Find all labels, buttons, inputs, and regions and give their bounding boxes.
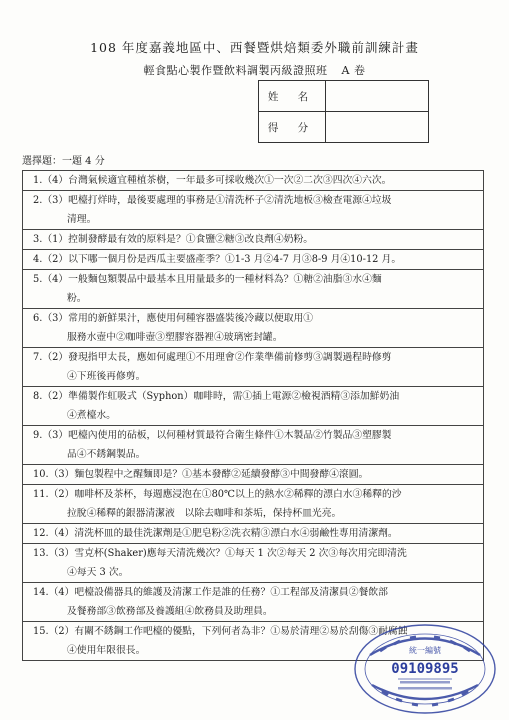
question-row	[23, 426, 484, 465]
question-text: 10.（3）麵包製程中之醒麵即是？①基本發酵②延續發酵③中間發酵④滾圓。	[33, 469, 369, 480]
section-heading: 選擇題：一題 4 分	[22, 156, 105, 167]
question-cell	[23, 250, 484, 270]
question-row	[23, 387, 484, 426]
question-text-continued: ④每天 3 次。	[67, 567, 129, 578]
question-cell	[23, 465, 484, 485]
question-text-continued: 清理。	[67, 214, 97, 225]
question-row	[23, 524, 484, 544]
score-field[interactable]	[326, 112, 429, 143]
question-cell	[23, 524, 484, 544]
question-text: 4.（2）以下哪一個月份是西瓜主要盛產季？①1-3 月②4-7 月③8-9 月④10-12 月。	[33, 254, 402, 265]
stamp-number: 09109895	[391, 661, 459, 677]
question-text: 13.（3）雪克杯(Shaker)應每天清洗幾次？①每天 1 次②每天 2 次③每次用完即清洗	[33, 548, 407, 559]
question-row	[23, 191, 484, 230]
question-row	[23, 171, 484, 191]
question-text-continued: ④煮檯水。	[67, 410, 116, 421]
question-text: 15.（2）有關不銹鋼工作吧檯的優點，下列何者為非？①易於清理②易於刮傷③耐腐蝕	[33, 626, 408, 637]
document-subtitle	[0, 62, 509, 78]
name-field[interactable]	[326, 81, 429, 112]
question-cell	[23, 426, 484, 465]
name-label: 姓 名	[259, 81, 326, 112]
question-text: 12.（4）清洗杯皿的最佳洗潔劑是①肥皂粉②洗衣精③漂白水④弱鹼性專用清潔劑。	[33, 528, 398, 539]
score-label: 得 分	[259, 112, 326, 143]
question-text-continued: 品④不銹鋼製品。	[67, 449, 146, 460]
question-text: 7.（2）發現指甲太長，應如何處理①不用理會②作業準備前修剪③調製過程時修剪	[33, 352, 392, 363]
question-text-continued: ④使用年限很長。	[67, 645, 146, 656]
question-text: 6.（3）常用的新鮮果汁，應使用何種容器盛裝後冷藏以便取用①	[33, 313, 314, 324]
paper-version: A 卷	[341, 64, 366, 77]
question-row	[23, 348, 484, 387]
question-text: 11.（2）咖啡杯及茶杯，每週應浸泡在①80℃以上的熱水②稀釋的漂白水③稀釋的沙	[33, 489, 402, 500]
question-cell	[23, 348, 484, 387]
question-row	[23, 270, 484, 309]
question-cell	[23, 191, 484, 230]
question-text: 2.（3）吧檯打烊時，最後要處理的事務是①清洗杯子②清洗地板③檢查電源④垃圾	[33, 195, 392, 206]
question-row	[23, 544, 484, 583]
question-table	[22, 170, 484, 661]
question-text-continued: 拉脫④稀釋的銀器清潔液 以除去咖啡和茶垢，保持杯皿光亮。	[67, 508, 342, 519]
question-cell	[23, 387, 484, 426]
question-cell	[23, 270, 484, 309]
question-text: 14.（4）吧檯設備器具的維護及清潔工作是誰的任務？①工程部及清潔員②餐飲部	[33, 587, 388, 598]
question-text-continued: ④下班後再修剪。	[67, 371, 146, 382]
question-text: 1.（4）台灣氣候適宜種植茶樹，一年最多可採收幾次①一次②二次③四次④六次。	[33, 175, 392, 186]
question-row	[23, 250, 484, 270]
question-cell	[23, 230, 484, 250]
question-row	[23, 485, 484, 524]
question-text: 8.（2）準備製作虹吸式（Syphon）咖啡時，需①插上電源②檢視酒精③添加鮮奶油	[33, 391, 400, 402]
question-row	[23, 230, 484, 250]
question-row	[23, 309, 484, 348]
question-row	[23, 583, 484, 622]
question-text: 5.（4）一般麵包類製品中最基本且用量最多的一種材料為？①糖②油脂③水④麵	[33, 274, 382, 285]
question-cell	[23, 583, 484, 622]
document-title: 108 年度嘉義地區中、西餐暨烘焙類委外職前訓練計畫	[90, 40, 419, 55]
class-name: 輕食點心製作暨飲料調製丙級證照班	[143, 64, 328, 77]
question-row	[23, 465, 484, 485]
question-text: 9.（3）吧檯內使用的砧板，以何種材質最符合衛生條件①木製品②竹製品③塑膠製	[33, 430, 392, 441]
question-text: 3.（1）控制發酵最有效的原料是？①食鹽②糖③改良劑④奶粉。	[33, 234, 314, 245]
question-cell	[23, 485, 484, 524]
question-cell	[23, 544, 484, 583]
question-text-continued: 服務水壺中②咖啡壺③塑膠容器裡④玻璃密封罐。	[67, 332, 283, 343]
name-score-table	[258, 80, 429, 143]
question-cell	[23, 171, 484, 191]
question-cell	[23, 309, 484, 348]
company-stamp	[350, 617, 500, 717]
stamp-label: 統一編號	[409, 646, 441, 655]
question-text-continued: 粉。	[67, 293, 87, 304]
question-text-continued: 及餐務部③飲務部及養護組④飲務員及助理員。	[67, 606, 273, 617]
